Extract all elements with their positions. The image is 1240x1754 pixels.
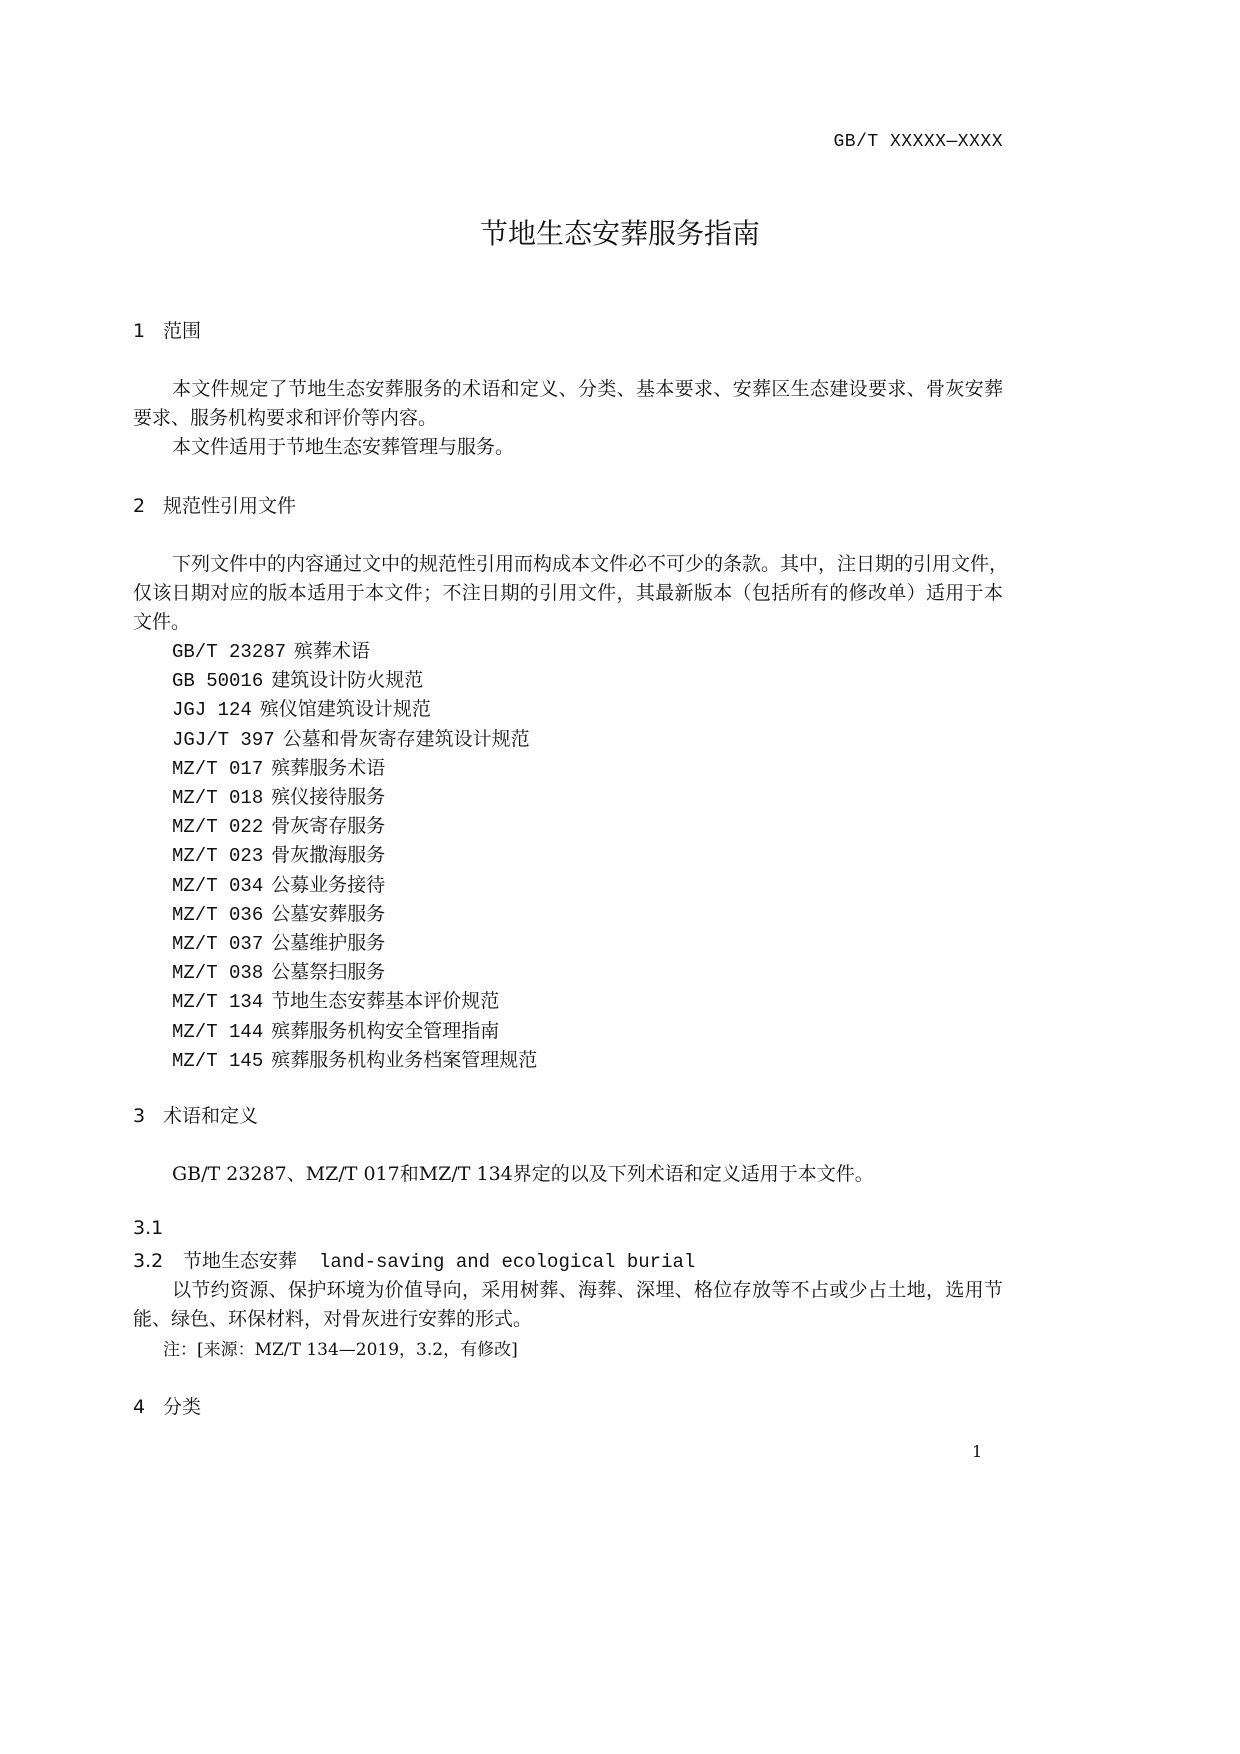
reference-title: 公墓和骨灰寄存建筑设计规范	[282, 727, 530, 750]
reference-title: 公募业务接待	[271, 873, 386, 896]
section-heading-3	[133, 1101, 258, 1128]
reference-title: 公墓维护服务	[271, 932, 386, 954]
reference-item	[172, 1045, 537, 1072]
reference-code: MZ/T 038	[172, 962, 264, 985]
section-heading-4	[133, 1392, 201, 1419]
clause-number: 3.1	[133, 1217, 164, 1239]
source-note: 注：[来源：MZ/T 134—2019，3.2，有修改]	[163, 1340, 518, 1360]
reference-title: 骨灰撒海服务	[271, 844, 386, 867]
reference-item	[172, 811, 385, 838]
reference-code: MZ/T 017	[172, 757, 264, 780]
definition-line: 以节约资源、保护环境为价值导向，采用树葬、海葬、深埋、格位存放等不占或少占土地，选用节	[172, 1279, 1003, 1301]
paragraph-line: 下列文件中的内容通过文中的规范性引用而构成本文件必不可少的条款。其中，注日期的引用文件，	[172, 553, 1009, 575]
paragraph-line: 要求、服务机构要求和评价等内容。	[133, 407, 438, 429]
paragraph-line: 仅该日期对应的版本适用于本文件；不注日期的引用文件，其最新版本（包括所有的修改单）适用于本	[133, 582, 1003, 604]
reference-item	[172, 636, 370, 663]
reference-item	[172, 1016, 499, 1043]
reference-title: 节地生态安葬基本评价规范	[271, 990, 500, 1013]
reference-code: JGJ/T 397	[172, 728, 275, 751]
reference-title: 建筑设计防火规范	[271, 669, 424, 692]
reference-code: MZ/T 023	[172, 845, 264, 868]
reference-title: 公墓安葬服务	[271, 902, 386, 925]
reference-item	[172, 928, 385, 955]
document-number: GB/T XXXXX—XXXX	[833, 132, 1003, 152]
section-title: 范围	[163, 320, 202, 342]
term-zh: 节地生态安葬	[183, 1250, 298, 1272]
reference-item	[172, 665, 423, 692]
reference-code: GB/T 23287	[172, 641, 287, 663]
section-number: 1	[133, 320, 146, 342]
reference-code: MZ/T 034	[172, 874, 264, 897]
reference-item	[172, 753, 385, 780]
reference-code: MZ/T 036	[172, 903, 264, 926]
reference-title: 殡葬术语	[294, 640, 371, 662]
reference-title: 骨灰寄存服务	[271, 815, 386, 838]
reference-item	[172, 870, 385, 897]
section-title: 术语和定义	[163, 1105, 259, 1127]
paragraph-line: 文件。	[133, 611, 191, 633]
reference-code: MZ/T 018	[172, 787, 264, 809]
paragraph-line: GB/T 23287、MZ/T 017和MZ/T 134界定的以及下列术语和定义适用于本文件。	[172, 1163, 874, 1185]
reference-title: 殡葬服务机构安全管理指南	[271, 1019, 500, 1042]
section-heading-1	[133, 316, 201, 343]
definition-line: 能、绿色、环保材料，对骨灰进行安葬的形式。	[133, 1308, 533, 1330]
reference-title: 殡葬服务术语	[271, 756, 386, 779]
reference-item	[172, 724, 530, 751]
section-title: 规范性引用文件	[163, 495, 297, 517]
reference-title: 公墓祭扫服务	[271, 961, 386, 984]
reference-item	[172, 694, 431, 721]
reference-title: 殡仪接待服务	[271, 786, 386, 808]
page-title: 节地生态安葬服务指南	[479, 217, 760, 250]
section-title: 分类	[163, 1396, 202, 1418]
reference-code: MZ/T 022	[172, 816, 264, 839]
paragraph-line: 本文件适用于节地生态安葬管理与服务。	[172, 436, 515, 458]
term-en: land-saving and ecological burial	[319, 1251, 696, 1273]
section-number: 2	[133, 495, 146, 517]
reference-title: 殡仪馆建筑设计规范	[259, 698, 431, 721]
reference-title: 殡葬服务机构业务档案管理规范	[271, 1048, 538, 1071]
reference-item	[172, 782, 385, 809]
reference-code: MZ/T 134	[172, 991, 264, 1014]
section-number: 4	[133, 1396, 146, 1418]
reference-code: GB 50016	[172, 670, 264, 693]
reference-code: MZ/T 145	[172, 1049, 264, 1072]
reference-item	[172, 986, 499, 1013]
reference-item	[172, 957, 385, 984]
term-entry	[133, 1246, 695, 1273]
paragraph-line: 本文件规定了节地生态安葬服务的术语和定义、分类、基本要求、安葬区生态建设要求、骨灰安葬	[172, 378, 1003, 400]
reference-code: MZ/T 037	[172, 933, 264, 955]
reference-item	[172, 840, 385, 867]
reference-code: JGJ 124	[172, 699, 252, 722]
section-heading-2	[133, 491, 296, 518]
clause-number: 3.2	[133, 1250, 164, 1272]
reference-code: MZ/T 144	[172, 1020, 264, 1043]
page-number: 1	[972, 1442, 983, 1461]
reference-item	[172, 899, 385, 926]
section-number: 3	[133, 1105, 146, 1127]
